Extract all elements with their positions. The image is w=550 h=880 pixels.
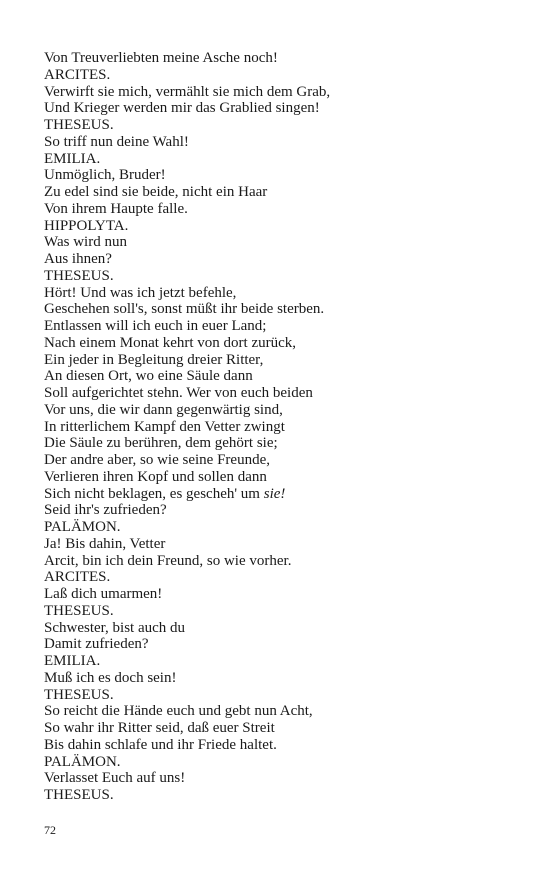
line-text: Die Säule zu berühren, dem gehört sie;: [44, 435, 278, 452]
text-line: [44, 402, 514, 419]
text-line: [44, 419, 514, 436]
text-line: [44, 251, 514, 268]
line-text: Damit zufrieden?: [44, 636, 149, 653]
line-text: Arcit, bin ich dein Freund, so wie vorher.: [44, 552, 292, 569]
text-line: [44, 469, 514, 486]
text-line: [44, 151, 514, 168]
line-text: THESEUS.: [44, 686, 114, 703]
text-line: [44, 234, 514, 251]
text-line: [44, 318, 514, 335]
line-text: Von Treuverliebten meine Asche noch!: [44, 50, 278, 66]
line-text: Unmöglich, Bruder!: [44, 167, 166, 184]
text-line: [44, 754, 514, 771]
text-line: [44, 385, 514, 402]
line-text: So wahr ihr Ritter seid, daß euer Streit: [44, 720, 275, 736]
line-text: In ritterlichem Kampf den Vetter zwingt: [44, 418, 285, 435]
line-text: Zu edel sind sie beide, nicht ein Haar: [44, 184, 268, 200]
line-text: Muß ich es doch sein!: [44, 669, 177, 686]
text-line: [44, 184, 514, 201]
line-text: PALÄMON.: [44, 519, 121, 535]
line-text: Soll aufgerichtet stehn. Wer von euch beiden: [44, 385, 313, 401]
line-text: Hört! Und was ich jetzt befehle,: [44, 284, 237, 301]
line-text: THESEUS.: [44, 602, 114, 619]
line-text: ARCITES.: [44, 569, 111, 586]
text-line: [44, 519, 514, 536]
text-line: [44, 536, 514, 553]
line-text: Sich nicht beklagen, es gescheh' um: [44, 485, 264, 502]
page-number: 72: [44, 823, 56, 837]
text-line: [44, 452, 514, 469]
text-line: [44, 368, 514, 385]
line-text: Was wird nun: [44, 234, 127, 251]
line-text: THESEUS.: [44, 267, 114, 284]
text-line: [44, 167, 514, 184]
line-text: Verwirft sie mich, vermählt sie mich dem Grab,: [44, 83, 331, 100]
line-text: So triff nun deine Wahl!: [44, 133, 189, 150]
text-line: [44, 670, 514, 687]
text-line: [44, 50, 514, 67]
text-line: [44, 84, 514, 101]
line-text: THESEUS.: [44, 787, 114, 803]
line-text: Ein jeder in Begleitung dreier Ritter,: [44, 351, 264, 368]
line-text: Und Krieger werden mir das Grablied singen!: [44, 100, 320, 117]
emphasis-text: sie!: [263, 485, 286, 502]
line-text: Verlasset Euch auf uns!: [44, 770, 186, 787]
line-text: EMILIA.: [44, 653, 101, 669]
text-line: [44, 687, 514, 704]
line-text: Geschehen soll's, sonst müßt ihr beide sterben.: [44, 301, 325, 318]
text-line: [44, 117, 514, 134]
line-text: Verlieren ihren Kopf und sollen dann: [44, 468, 267, 485]
text-line: [44, 100, 514, 117]
text-line: [44, 268, 514, 285]
line-text: THESEUS.: [44, 117, 114, 133]
text-line: [44, 620, 514, 637]
line-text: Ja! Bis dahin, Vetter: [44, 535, 166, 552]
text-line: [44, 787, 514, 804]
text-line: [44, 335, 514, 352]
line-text: Bis dahin schlafe und ihr Friede haltet.: [44, 736, 277, 753]
text-line: [44, 603, 514, 620]
text-line: [44, 653, 514, 670]
text-line: [44, 352, 514, 369]
text-line: [44, 703, 514, 720]
text-line: [44, 569, 514, 586]
line-text: Schwester, bist auch du: [44, 619, 186, 636]
line-text: Entlassen will ich euch in euer Land;: [44, 318, 267, 334]
text-line: [44, 301, 514, 318]
line-text: PALÄMON.: [44, 753, 121, 770]
text-line: [44, 285, 514, 302]
text-line: [44, 553, 514, 570]
line-text: Aus ihnen?: [44, 251, 112, 267]
text-line: [44, 636, 514, 653]
text-line: [44, 502, 514, 519]
text-line: [44, 586, 514, 603]
text-line: [44, 486, 514, 503]
line-text: Vor uns, die wir dann gegenwärtig sind,: [44, 401, 283, 418]
text-line: [44, 435, 514, 452]
text-line: [44, 67, 514, 84]
line-text: So reicht die Hände euch und gebt nun Acht,: [44, 703, 313, 720]
line-text: HIPPOLYTA.: [44, 217, 129, 234]
drama-text: [44, 50, 514, 804]
text-line: [44, 201, 514, 218]
line-text: EMILIA.: [44, 150, 101, 167]
line-text: Der andre aber, so wie seine Freunde,: [44, 452, 270, 468]
text-line: [44, 737, 514, 754]
text-line: [44, 134, 514, 151]
text-line: [44, 218, 514, 235]
line-text: Von ihrem Haupte falle.: [44, 200, 188, 217]
line-text: Laß dich umarmen!: [44, 586, 163, 602]
text-line: [44, 770, 514, 787]
line-text: Nach einem Monat kehrt von dort zurück,: [44, 334, 297, 351]
line-text: ARCITES.: [44, 66, 111, 83]
text-line: [44, 720, 514, 737]
line-text: An diesen Ort, wo eine Säule dann: [44, 368, 253, 385]
line-text: Seid ihr's zufrieden?: [44, 502, 167, 519]
